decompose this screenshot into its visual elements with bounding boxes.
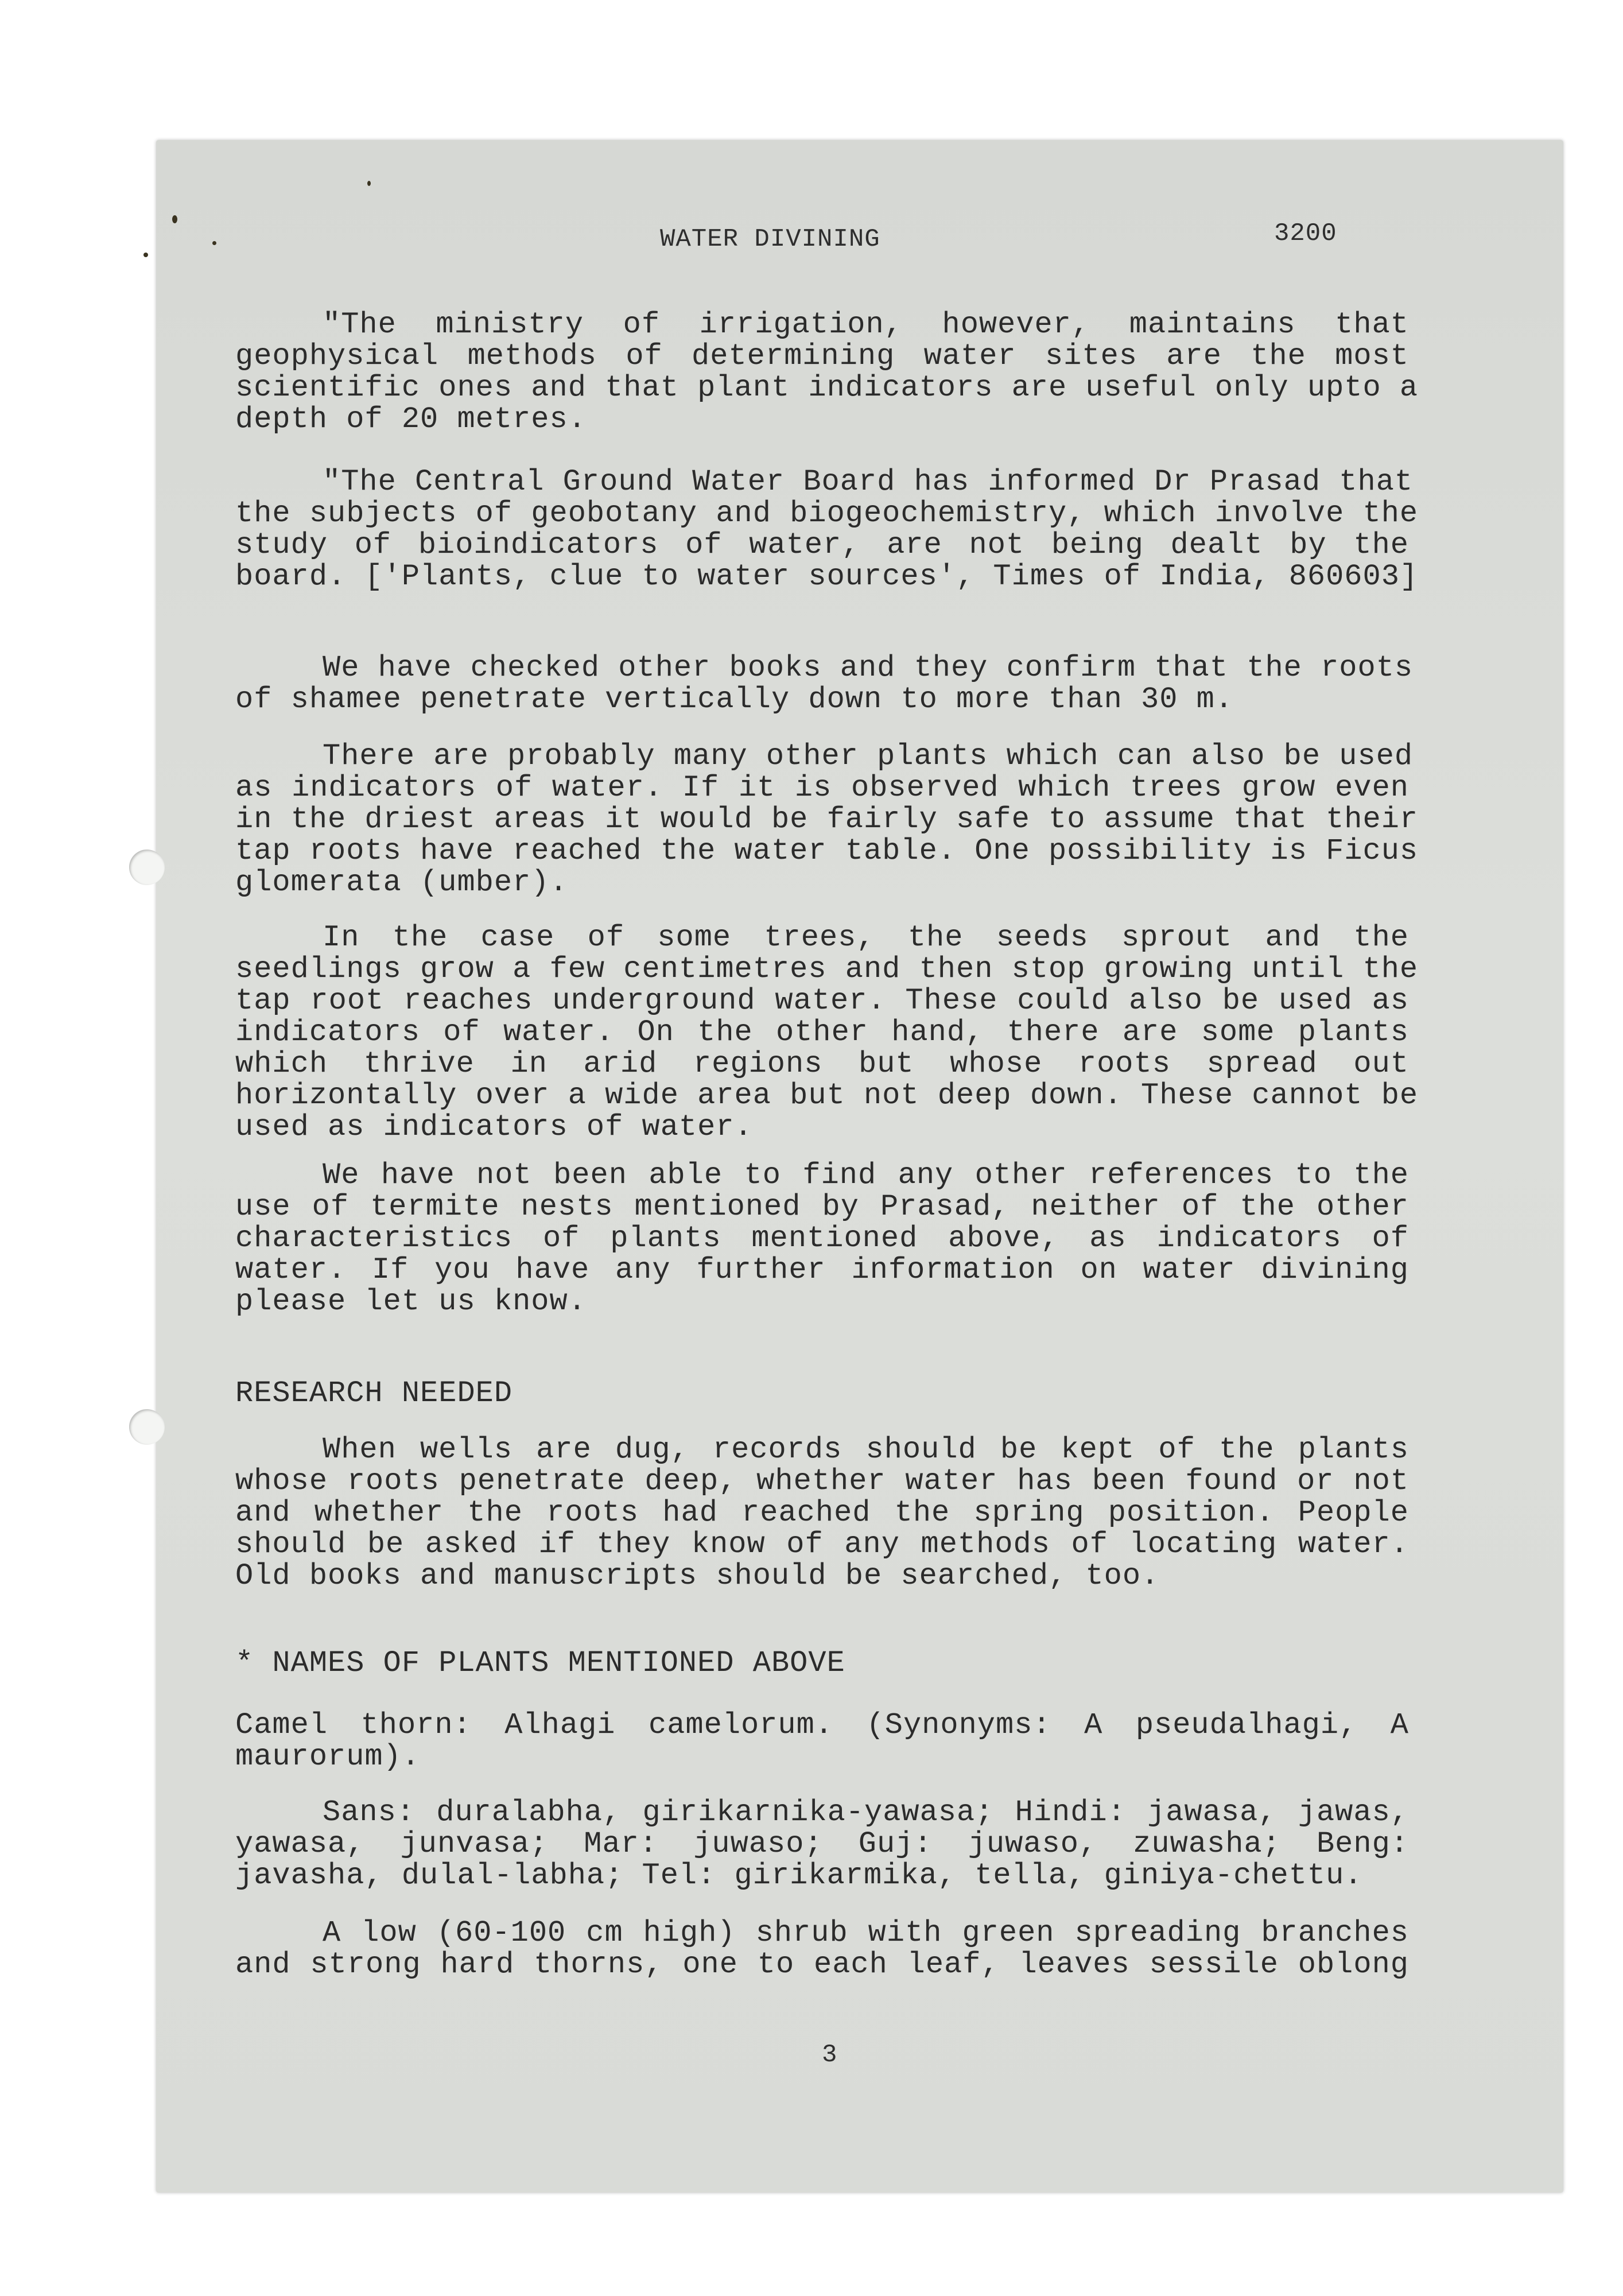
text-line: which thrive in arid regions but whose roots spread out bbox=[235, 1047, 1409, 1081]
text-line: scientific ones and that plant indicators are useful only upto a bbox=[235, 371, 1419, 405]
paragraph-vernacular-names bbox=[235, 1797, 1409, 1891]
text-line: tap roots have reached the water table. One possibility is Ficus bbox=[235, 834, 1419, 868]
ink-speck bbox=[212, 241, 216, 245]
text-line: seedlings grow a few centimetres and then stop growing until the bbox=[235, 952, 1419, 986]
text-line: and strong hard thorns, one to each leaf, leaves sessile oblong bbox=[235, 1948, 1409, 1981]
text-line: whose roots penetrate deep, whether water has been found or not bbox=[235, 1464, 1409, 1498]
text-line: When wells are dug, records should be kept of the plants bbox=[323, 1433, 1409, 1467]
text-line: geophysical methods of determining water sites are the most bbox=[235, 339, 1409, 373]
text-line: study of bioindicators of water, are not being dealt by the bbox=[235, 528, 1409, 562]
text-line: Old books and manuscripts should be searched, too. bbox=[235, 1559, 1160, 1593]
text-line: glomerata (umber). bbox=[235, 866, 568, 899]
text-line: javasha, dulal-labha; Tel: girikarmika, tella, giniya-chettu. bbox=[235, 1859, 1363, 1892]
text-line: A low (60-100 cm high) shrub with green spreading branches bbox=[323, 1916, 1409, 1950]
text-line: maurorum). bbox=[235, 1740, 421, 1774]
text-line: please let us know. bbox=[235, 1285, 587, 1318]
text-line: tap root reaches underground water. These could also be used as bbox=[235, 984, 1409, 1018]
text-line: "The Central Ground Water Board has informed Dr Prasad that bbox=[323, 465, 1414, 499]
text-line: indicators of water. On the other hand, there are some plants bbox=[235, 1015, 1409, 1049]
paragraph-camel-thorn bbox=[235, 1709, 1409, 1773]
punch-hole bbox=[129, 850, 165, 885]
ink-speck bbox=[367, 181, 371, 186]
text-line: and whether the roots had reached the spring position. People bbox=[235, 1496, 1409, 1530]
text-line: We have not been able to find any other references to the bbox=[323, 1158, 1409, 1192]
text-line: board. ['Plants, clue to water sources', Times of India, 860603] bbox=[235, 560, 1419, 594]
text-line: Sans: duralabha, girikarnika-yawasa; Hindi: jawasa, jawas, bbox=[323, 1795, 1409, 1829]
paragraph-shamee bbox=[235, 651, 1414, 716]
ink-speck bbox=[143, 253, 148, 257]
text-line: used as indicators of water. bbox=[235, 1110, 753, 1144]
text-line: should be asked if they know of any methods of locating water. bbox=[235, 1527, 1409, 1561]
text-line: There are probably many other plants which can also be used bbox=[323, 739, 1414, 773]
text-line: use of termite nests mentioned by Prasad, neither of the other bbox=[235, 1190, 1409, 1224]
text-line: in the driest areas it would be fairly safe to assume that their bbox=[235, 802, 1419, 836]
page-number: 3 bbox=[822, 2041, 838, 2069]
text-line: water. If you have any further information on water divining bbox=[235, 1253, 1409, 1287]
text-line: of shamee penetrate vertically down to more than 30 m. bbox=[235, 682, 1234, 716]
text-line: "The ministry of irrigation, however, maintains that bbox=[323, 308, 1409, 342]
heading-text: * NAMES OF PLANTS MENTIONED ABOVE bbox=[235, 1646, 845, 1680]
text-line: In the case of some trees, the seeds sprout and the bbox=[323, 921, 1409, 955]
paragraph-quote-board bbox=[235, 465, 1419, 594]
paragraph-termite-nests bbox=[235, 1159, 1409, 1317]
text-line: We have checked other books and they confirm that the roots bbox=[323, 651, 1414, 685]
text-line: the subjects of geobotany and biogeochemistry, which involve the bbox=[235, 497, 1419, 530]
paragraph-research bbox=[235, 1434, 1409, 1592]
ink-speck bbox=[172, 215, 177, 223]
paragraph-seedlings bbox=[235, 921, 1419, 1144]
text-line: characteristics of plants mentioned above, as indicators of bbox=[235, 1221, 1409, 1255]
text-line: as indicators of water. If it is observed which trees grow even bbox=[235, 771, 1409, 805]
text-line: yawasa, junvasa; Mar: juwaso; Guj: juwaso, zuwasha; Beng: bbox=[235, 1827, 1409, 1861]
section-heading-plant-names bbox=[235, 1647, 1409, 1679]
reference-number: 3200 bbox=[1274, 219, 1337, 248]
text-line: Camel thorn: Alhagi camelorum. (Synonyms: A pseudalhagi, A bbox=[235, 1708, 1409, 1742]
heading-text: RESEARCH NEEDED bbox=[235, 1376, 513, 1410]
punch-hole bbox=[129, 1409, 165, 1445]
text-line: horizontally over a wide area but not deep down. These cannot be bbox=[235, 1079, 1419, 1112]
paragraph-other-plants bbox=[235, 739, 1419, 899]
text-line: depth of 20 metres. bbox=[235, 402, 587, 436]
page-title: WATER DIVINING bbox=[660, 225, 880, 254]
paragraph-description bbox=[235, 1917, 1409, 1980]
paragraph-quote-ministry bbox=[235, 308, 1419, 436]
section-heading-research bbox=[235, 1378, 1409, 1409]
